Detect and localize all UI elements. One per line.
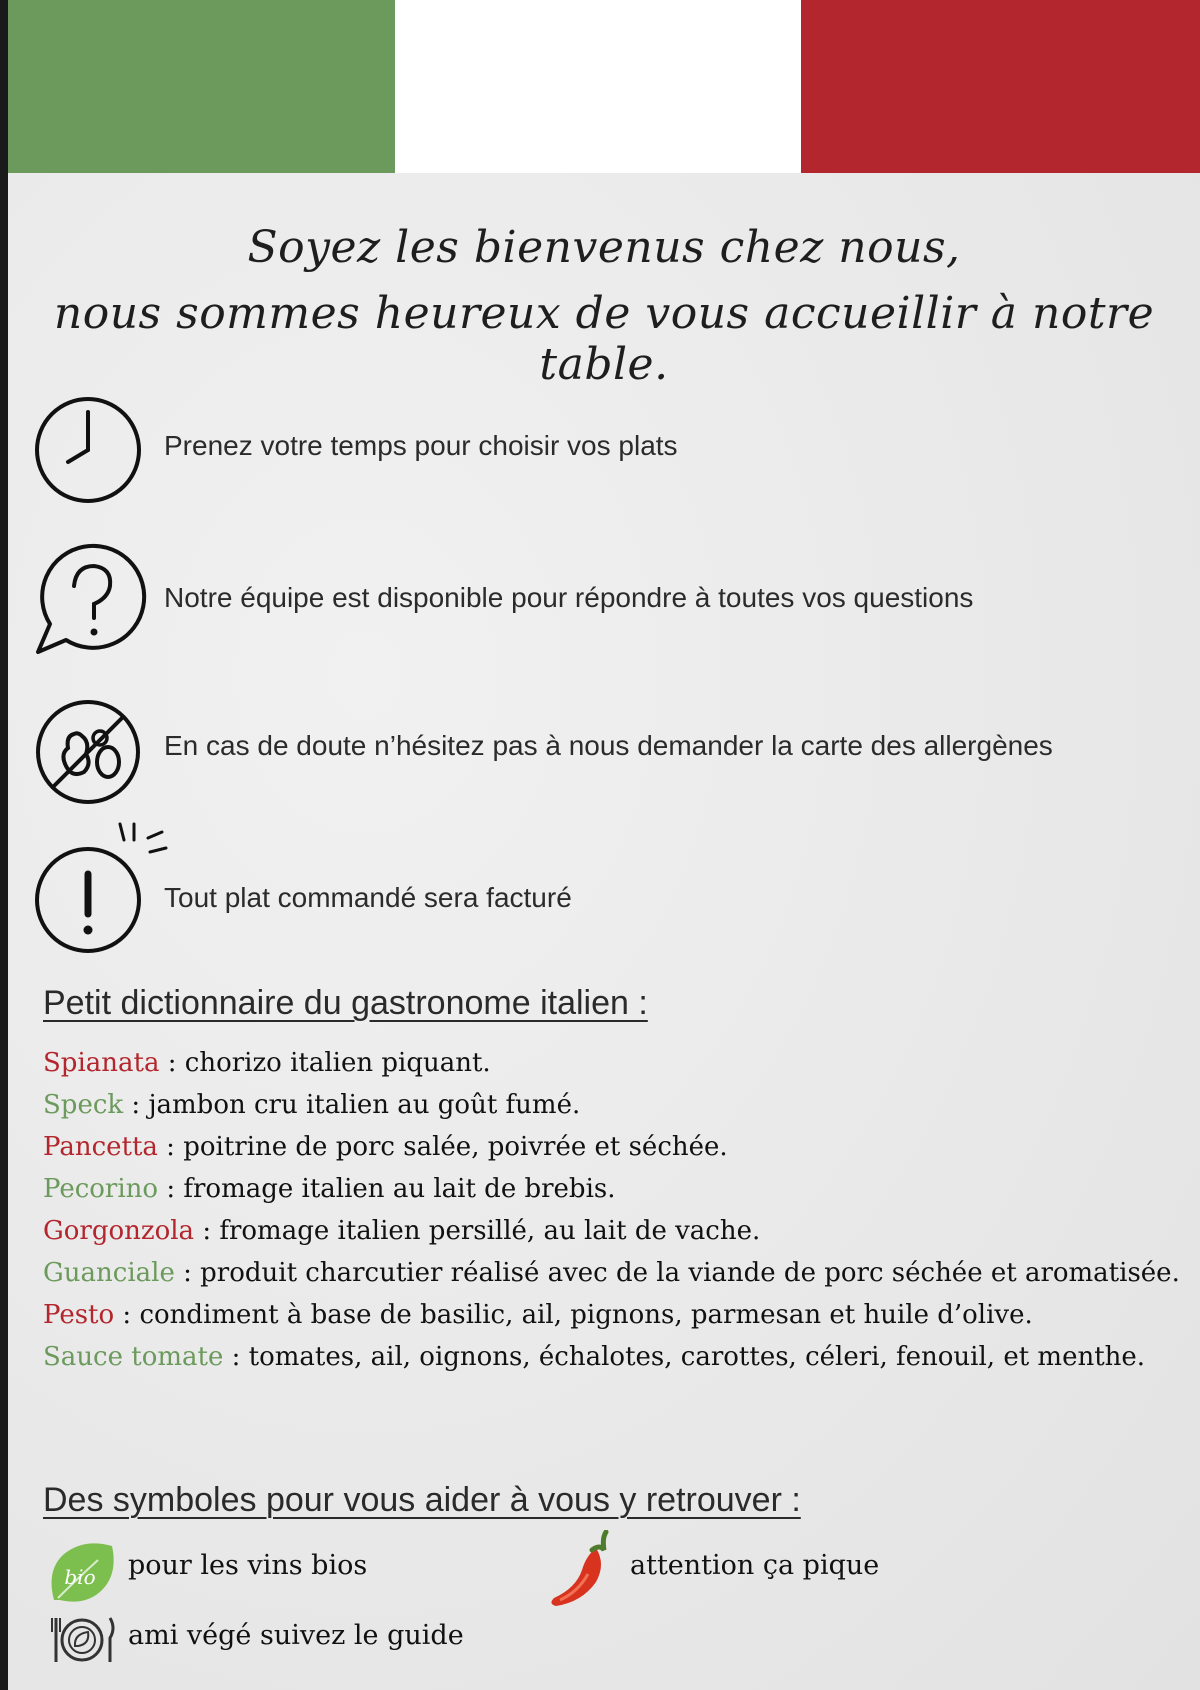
info-text-questions: Notre équipe est disponible pour répondre à toutes vos questions [164, 582, 974, 613]
term-label: Sauce tomate [43, 1342, 224, 1372]
clock-icon [30, 392, 150, 512]
veggie-label: ami végé suivez le guide [128, 1620, 464, 1651]
allergen-icon [30, 692, 150, 812]
term-label: Pesto [43, 1300, 115, 1330]
question-bubble-icon [30, 542, 150, 662]
dictionary-entry [43, 1210, 1183, 1252]
dictionary-entry [43, 1336, 1183, 1378]
term-definition: : jambon cru italien au goût fumé. [123, 1090, 581, 1120]
dictionary-list [43, 1042, 1183, 1378]
term-label: Spianata [43, 1048, 160, 1078]
welcome-line-2: nous sommes heureux de vous accueillir à notre table. [53, 288, 1155, 390]
term-definition: : condiment à base de basilic, ail, pignons, parmesan et huile d’olive. [114, 1300, 1033, 1330]
dictionary-entry [43, 1168, 1183, 1210]
bio-leaf-icon [46, 1540, 118, 1608]
term-definition: : fromage italien persillé, au lait de vache. [194, 1216, 761, 1246]
info-text-time: Prenez votre temps pour choisir vos plats [164, 430, 678, 461]
term-definition: : tomates, ail, oignons, échalotes, carottes, céleri, fenouil, et menthe. [223, 1342, 1146, 1372]
term-label: Gorgonzola [43, 1216, 195, 1246]
chili-pepper-icon [546, 1530, 616, 1610]
dictionary-entry [43, 1042, 1183, 1084]
bio-label: pour les vins bios [128, 1550, 368, 1581]
term-label: Speck [43, 1090, 124, 1120]
info-text-allergens: En cas de doute n’hésitez pas à nous demander la carte des allergènes [164, 730, 1053, 761]
dictionary-entry [43, 1126, 1183, 1168]
bio-badge-text: bio [64, 1565, 96, 1589]
alert-rays-icon [108, 818, 178, 868]
dictionary-entry [43, 1084, 1183, 1126]
info-row-questions [30, 542, 1190, 672]
info-row-billing [30, 838, 1190, 968]
menu-page [8, 0, 1200, 1690]
dictionary-entry [43, 1294, 1183, 1336]
welcome-line-1: Soyez les bienvenus chez nous, [247, 222, 961, 273]
term-label: Pecorino [43, 1174, 159, 1204]
symbols-heading: Des symboles pour vous aider à vous y retrouver : [43, 1481, 801, 1519]
term-definition: : poitrine de porc salée, poivrée et séchée. [157, 1132, 728, 1162]
spicy-label: attention ça pique [630, 1550, 880, 1581]
term-label: Guanciale [43, 1258, 175, 1288]
flag-green-stripe [8, 0, 395, 173]
term-definition: : fromage italien au lait de brebis. [158, 1174, 616, 1204]
info-text-billing: Tout plat commandé sera facturé [164, 882, 572, 913]
info-row-allergens [30, 692, 1190, 822]
flag-white-stripe [395, 0, 801, 173]
dictionary-heading: Petit dictionnaire du gastronome italien : [43, 984, 648, 1022]
flag-red-stripe [801, 0, 1200, 173]
term-definition: : chorizo italien piquant. [159, 1048, 491, 1078]
veggie-plate-icon [48, 1612, 118, 1668]
info-row-time [30, 392, 1190, 522]
term-label: Pancetta [43, 1132, 158, 1162]
term-definition: : produit charcutier réalisé avec de la viande de porc séchée et aromatisée. [174, 1258, 1180, 1288]
dictionary-entry [43, 1252, 1183, 1294]
italian-flag-banner [8, 0, 1200, 173]
